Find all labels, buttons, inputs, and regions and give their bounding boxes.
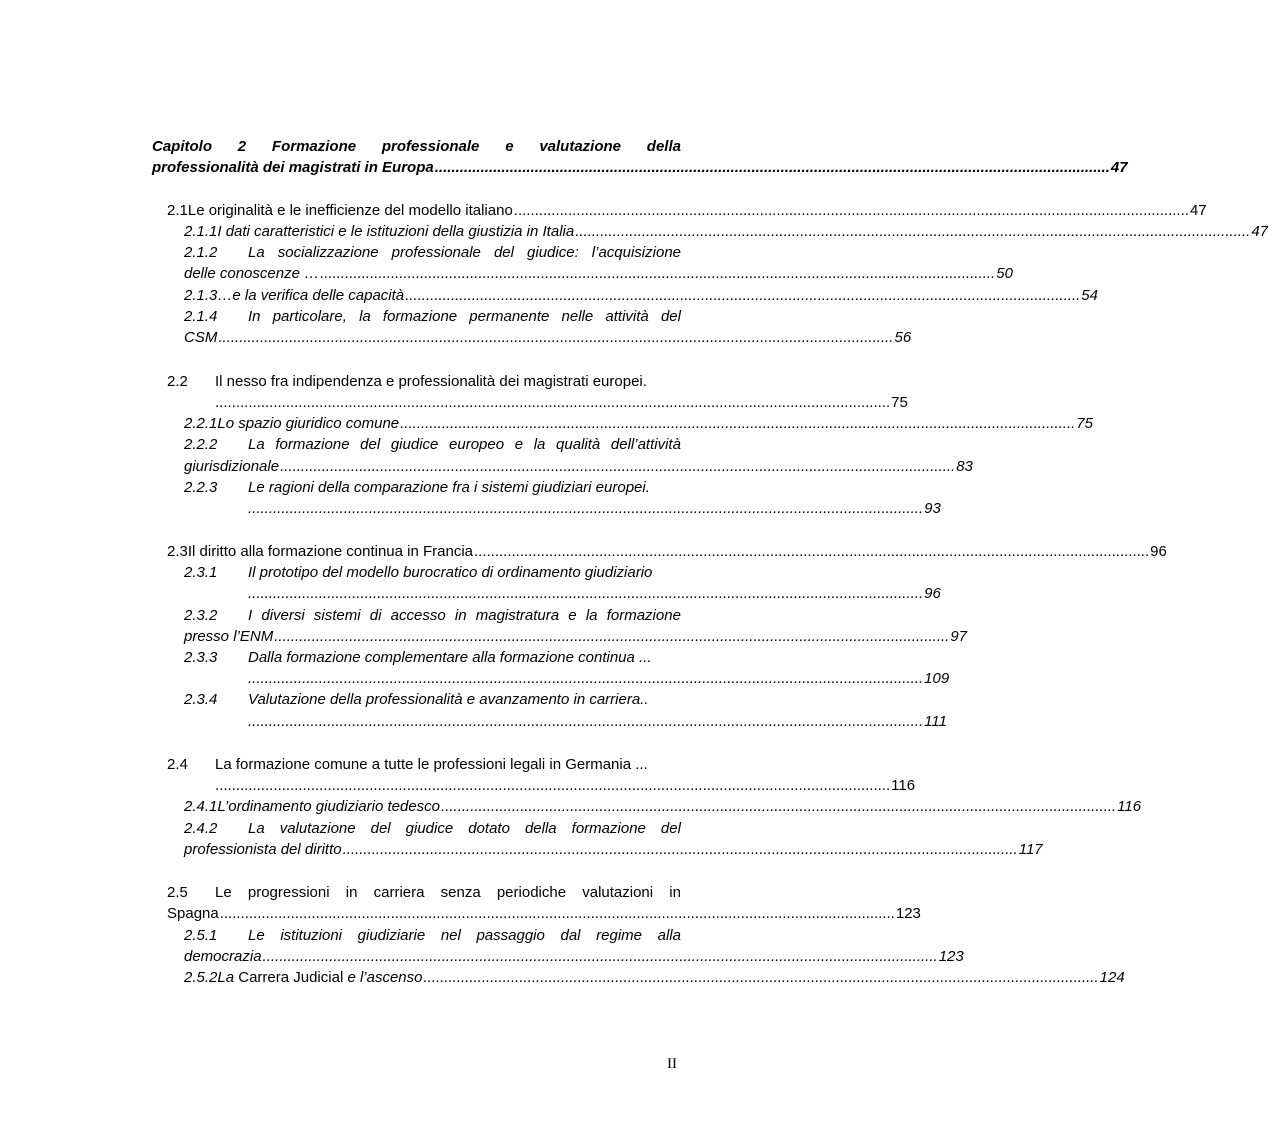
toc-entry-2-2-2-line2: giurisdizionale .................................................................................................................................................................. 83 [184,458,973,475]
toc-entry-2-2-3-line2: .................................................................................................................................................................. 93 [248,500,941,517]
toc-entry-2-4-line2: .................................................................................................................................................................. 116 [215,777,916,794]
toc-entry-2-1-1: 2.1.1 I dati caratteristici e le istituzioni della giustizia in Italia .................................................................................................................................................................. 47 [184,223,1268,240]
page-number: II [667,1056,677,1072]
toc-entry-2-5-2: 2.5.2 La Carrera Judicial e l’ascenso .................................................................................................................................................................. 124 [184,969,1125,986]
toc-entry-2-1-4-line1: 2.1.4 In particolare, la formazione permanente nelle attività del [184,308,681,325]
toc-entry-2-1-3: 2.1.3 …e la verifica delle capacità .................................................................................................................................................................. 54 [184,287,1098,304]
toc-entry-2-3-2-line1: 2.3.2 I diversi sistemi di accesso in magistratura e la formazione [184,607,681,624]
toc-entry-2-2-line1: 2.2 Il nesso fra indipendenza e professionalità dei magistrati europei. [167,373,647,390]
toc-entry-2-3-2-line2: presso l’ENM .................................................................................................................................................................. 97 [184,628,968,645]
toc-entry-2-3-4-line1: 2.3.4 Valutazione della professionalità e avanzamento in carriera.. [184,691,649,708]
toc-entry-2-3-4-line2: .................................................................................................................................................................. 111 [248,713,947,730]
toc-entry-2-4-2-line1: 2.4.2 La valutazione del giudice dotato della formazione del [184,820,681,837]
toc-entry-2-4-1: 2.4.1 L’ordinamento giudiziario tedesco .................................................................................................................................................................. 116 [184,798,1142,815]
toc-entry-2-4-line1: 2.4 La formazione comune a tutte le professioni legali in Germania ... [167,756,648,773]
toc-entry-2-3-1-line2: .................................................................................................................................................................. 96 [248,585,941,602]
toc-entry-2-5-1-line2: democrazia .................................................................................................................................................................. 123 [184,948,964,965]
toc-entry-2-3-3-line2: .................................................................................................................................................................. 109 [248,670,950,687]
toc-entry-2-1-2-line2: delle conoscenze … .................................................................................................................................................................. 50 [184,265,1013,282]
toc-entry-2-1-2-line1: 2.1.2 La socializzazione professionale del giudice: l’acquisizione [184,244,681,261]
chapter-heading-line2: professionalità dei magistrati in Europa .................................................................................................................................................................. 47 [152,159,1128,176]
toc-entry-2-5-1-line1: 2.5.1 Le istituzioni giudiziarie nel passaggio dal regime alla [184,927,681,944]
toc-entry-2-2-2-line1: 2.2.2 La formazione del giudice europeo e la qualità dell’attività [184,436,681,453]
toc-entry-2-3-1-line1: 2.3.1 Il prototipo del modello burocratico di ordinamento giudiziario [184,564,653,581]
toc-entry-2-5-line1: 2.5 Le progressioni in carriera senza periodiche valutazioni in [167,884,681,901]
toc-entry-2-2-1: 2.2.1 Lo spazio giuridico comune .................................................................................................................................................................. 75 [184,415,1093,432]
toc-entry-2-2-3-line1: 2.2.3 Le ragioni della comparazione fra i sistemi giudiziari europei. [184,479,650,496]
toc-entry-2-3: 2.3 Il diritto alla formazione continua in Francia .................................................................................................................................................................. 96 [167,543,1167,560]
chapter-heading-line1: Capitolo 2 Formazione professionale e valutazione della [152,138,681,155]
toc-entry-2-3-3-line1: 2.3.3 Dalla formazione complementare alla formazione continua ... [184,649,652,666]
toc-entry-2-1-4-line2: CSM .................................................................................................................................................................. 56 [184,329,912,346]
toc-entry-2-4-2-line2: professionista del diritto .................................................................................................................................................................. 117 [184,841,1043,858]
toc-entry-2-2-line2: .................................................................................................................................................................. 75 [215,394,908,411]
toc-entry-2-1: 2.1 Le originalità e le inefficienze del modello italiano .................................................................................................................................................................. 47 [167,202,1207,219]
toc-entry-2-5-line2: Spagna .................................................................................................................................................................. 123 [167,905,921,922]
